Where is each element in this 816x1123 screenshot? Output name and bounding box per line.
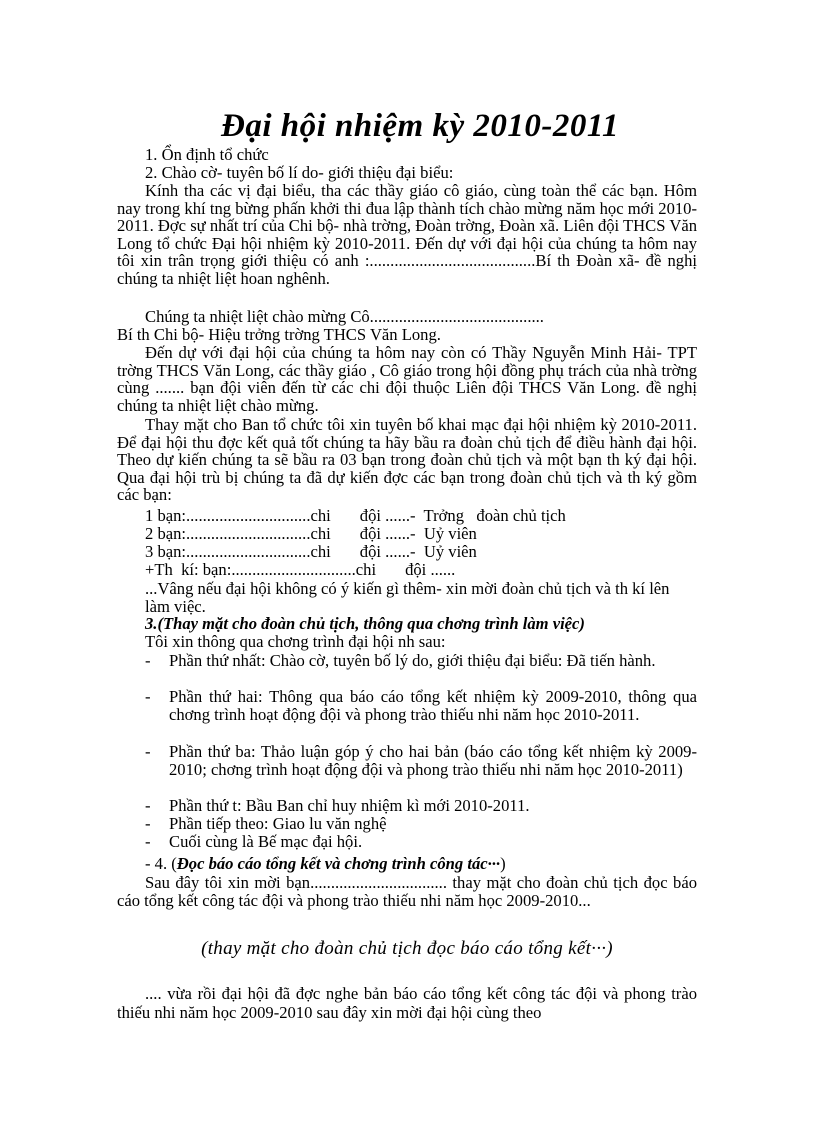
document-title: Đại hội nhiệm kỳ 2010-2011	[220, 108, 620, 144]
dash-marker: -	[145, 814, 151, 833]
dash-marker: -	[145, 832, 151, 851]
dash-marker: -	[145, 651, 151, 670]
guests-paragraph: Đến dự với đại hội của chúng ta hôm nay còn có Thầy Nguyễn Minh Hải- TPT trờng THCS Văn Long, các thầy giáo , Cô giáo trong hội đồng phụ trách của nhà trờng cùng ....... bạn đội viên đến từ các chi đội thuộc Liên đội THCS Văn Long. đề nghị chúng ta nhiệt liệt chào mừng.	[117, 343, 697, 415]
program-list-item	[145, 833, 697, 851]
program-list-item	[145, 797, 697, 815]
opening-paragraph: Thay mặt cho Ban tổ chức tôi xin tuyên bố khai mạc đại hội nhiệm kỳ 2010-2011. Để đại hội thu đợc kết quả tốt chúng ta hãy bầu ra đoàn chủ tịch để điều hành đại hội. Theo dự kiến chúng ta sẽ bầu ra 03 bạn trong đoàn chủ tịch và một bạn th ký đại hội. Qua đại hội trù bị chúng ta đã dự kiến đợc các bạn trong đoàn chủ tịch và th ký gồm các bạn:	[117, 415, 697, 505]
invite-presidium-paragraph: ...Vâng nếu đại hội không có ý kiến gì thêm- xin mời đoàn chủ tịch và th kí lên làm việc.	[145, 579, 670, 616]
program-item-text: Phần tiếp theo: Giao lu văn nghệ	[169, 814, 387, 833]
greeting-line: Chúng ta nhiệt liệt chào mừng Cô..........................................	[145, 307, 544, 326]
program-list-item	[145, 743, 697, 778]
item-4-bold-text: Đọc báo cáo tổng kết và chơng trình công tác···	[176, 854, 501, 873]
item-1-heading: 1. Ổn định tổ chức	[145, 145, 269, 164]
program-item-text: Cuối cùng là Bế mạc đại hội.	[169, 832, 363, 851]
program-intro: Tôi xin thông qua chơng trình đại hội nh sau:	[145, 632, 446, 651]
closing-paragraph: .... vừa rồi đại hội đã đợc nghe bản báo cáo tổng kết công tác đội và phong trào thiếu nhi năm học 2009-2010 sau đây xin mời đại hội cùng theo	[117, 984, 697, 1022]
program-item-text: Phần thứ hai: Thông qua báo cáo tổng kết nhiệm kỳ 2009-2010, thông qua chơng trình hoạt động đội và phong trào thiếu nhi năm học 2010-2011.	[169, 687, 697, 724]
report-invite-paragraph: Sau đây tôi xin mời bạn................................. thay mặt cho đoàn chủ tịch đọc báo cáo tổng kết công tác đội và phong trào thiếu nhi năm học 2009-2010...	[117, 873, 697, 910]
dash-marker: -	[145, 796, 151, 815]
program-item-text: Phần thứ ba: Thảo luận góp ý cho hai bản (báo cáo tổng kết nhiệm kỳ 2009-2010; chơng trình hoạt động đội và phong trào thiếu nhi năm học 2010-2011)	[169, 742, 697, 779]
program-item-text: Phần thứ t: Bầu Ban chỉ huy nhiệm kì mới 2010-2011.	[169, 796, 530, 815]
italic-stage-direction: (thay mặt cho đoàn chủ tịch đọc báo cáo tổng kết···)	[201, 938, 613, 959]
member-row: 2 bạn:..............................chi đội ......- Uỷ viên	[145, 524, 477, 543]
dash-marker: -	[145, 742, 151, 761]
program-list-item	[145, 688, 697, 723]
item-2-heading: 2. Chào cờ- tuyên bố lí do- giới thiệu đại biểu:	[145, 163, 454, 182]
member-row: +Th kí: bạn:..............................chi đội ......	[145, 560, 456, 579]
item-4-heading	[145, 855, 725, 873]
dash-marker: -	[145, 687, 151, 706]
member-row: 1 bạn:..............................chi đội ......- Trởng đoàn chủ tịch	[145, 506, 566, 525]
welcome-paragraph: Kính tha các vị đại biểu, tha các thầy giáo cô giáo, cùng toàn thể các bạn. Hôm nay trong khí tng bừng phấn khởi thi đua lập thành tích chào mừng năm học mới 2010-2011. Đợc sự nhất trí của Chi bộ- nhà trờng, Đoàn trờng, Đoàn xã. Liên đội THCS Văn Long tổ chức Đại hội nhiệm kỳ 2010-2011. Đến dự với đại hội của chúng ta hôm nay tôi xin trân trọng giới thiệu có anh :........................................Bí th Đoàn xã- đề nghị chúng ta nhiệt liệt hoan nghênh.	[117, 181, 697, 288]
program-list-item	[145, 815, 697, 833]
item-4-prefix: - 4. (	[145, 854, 177, 873]
item-4-suffix: )	[500, 854, 506, 873]
program-item-text: Phần thứ nhất: Chào cờ, tuyên bố lý do, giới thiệu đại biểu: Đã tiến hành.	[169, 651, 656, 670]
section-3-heading: 3.(Thay mặt cho đoàn chủ tịch, thông qua chơng trình làm việc)	[145, 614, 585, 633]
program-list-item	[145, 652, 697, 670]
member-row: 3 bạn:..............................chi đội ......- Uỷ viên	[145, 542, 477, 561]
greeting-title-line: Bí th Chi bộ- Hiệu trởng trờng THCS Văn Long.	[117, 325, 441, 344]
